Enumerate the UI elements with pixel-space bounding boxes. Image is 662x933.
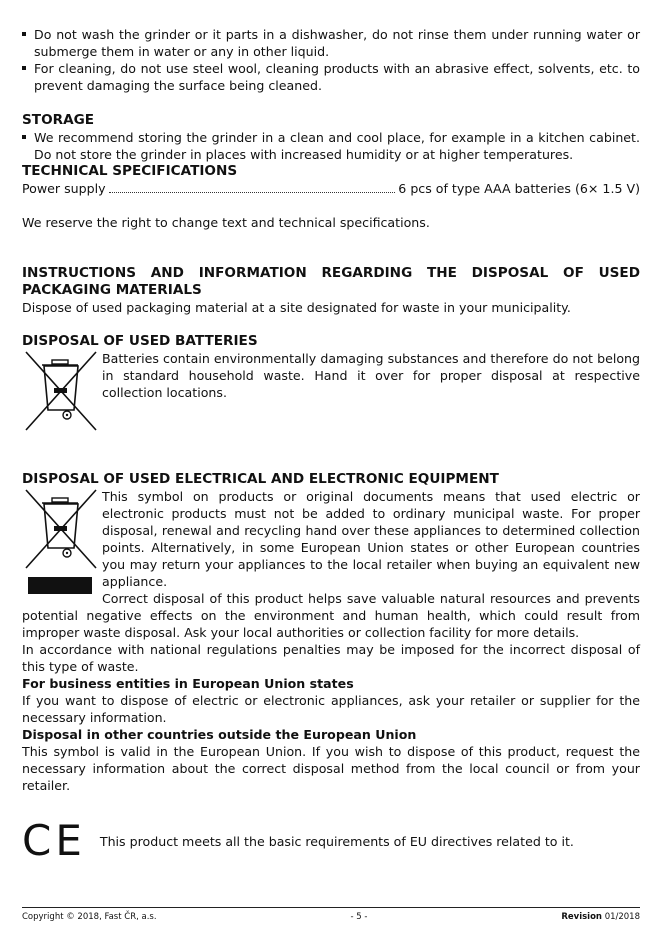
other-heading: Disposal in other countries outside the European Union [22, 727, 417, 742]
footer-copyright: Copyright © 2018, Fast ČR, a.s. [22, 912, 157, 922]
footer-revision-value: 01/2018 [604, 912, 640, 922]
storage-bullet: We recommend storing the grinder in a clean and cool place, for example in a kitchen cabinet. Do not store the grinder in places with increased humidity or at higher temperatures. [22, 129, 640, 163]
cleaning-bullets [22, 26, 640, 94]
manual-page [22, 26, 640, 865]
spec-note: We reserve the right to change text and technical specifications. [22, 215, 430, 230]
crossed-bin-icon [22, 350, 102, 454]
batteries-heading: DISPOSAL OF USED BATTERIES [22, 333, 258, 349]
packaging-heading: INSTRUCTIONS AND INFORMATION REGARDING THE DISPOSAL OF USED PACKAGING MATERIALS [22, 265, 640, 298]
cleaning-bullet-1: Do not wash the grinder or it parts in a dishwasher, do not rinse them under running water or submerge them in water or any in other liquid. [22, 26, 640, 60]
ce-row [22, 816, 640, 865]
weee-text-3: In accordance with national regulations penalties may be imposed for the incorrect disposal of this type of waste. [22, 642, 640, 674]
storage-heading: STORAGE [22, 112, 95, 128]
crossed-bin-icon [22, 488, 102, 590]
weee-text-1: This symbol on products or original documents means that used electric or electronic products must not be added to ordinary municipal waste. For proper disposal, renewal and recycling hand over these appliances to determined collection points. Alternatively, in some European Union states or other European countries you may return your appliances to the local retailer when buying an equivalent new appliance. [102, 489, 640, 589]
weee-text-2: Correct disposal of this product helps save valuable natural resources and prevents potential negative effects on the environment and human health, which could result from improper waste disposal. Ask your local authorities or collection facility for more details. [22, 591, 640, 640]
footer-page-number: - 5 - [350, 912, 368, 922]
spec-value: 6 pcs of type AAA batteries (6× 1.5 V) [398, 181, 640, 196]
page-footer [22, 907, 640, 922]
ce-text: This product meets all the basic requirements of EU directives related to it. [99, 833, 574, 849]
weee-heading: DISPOSAL OF USED ELECTRICAL AND ELECTRONIC EQUIPMENT [22, 471, 499, 487]
business-text: If you want to dispose of electric or electronic appliances, ask your retailer or supplier for the necessary information. [22, 693, 640, 725]
batteries-text: Batteries contain environmentally damaging substances and therefore do not belong in standard household waste. Hand it over for proper disposal at respective collection locations. [102, 351, 640, 400]
black-bar [28, 577, 92, 594]
tech-heading: TECHNICAL SPECIFICATIONS [22, 163, 238, 179]
weee-row [22, 488, 640, 590]
ce-mark-icon: CE [22, 816, 86, 865]
batteries-row [22, 350, 640, 454]
other-text: This symbol is valid in the European Union. If you wish to dispose of this product, request the necessary information about the correct disposal method from the local council or from your retailer. [22, 744, 640, 793]
business-heading: For business entities in European Union states [22, 676, 354, 691]
packaging-text: Dispose of used packaging material at a site designated for waste in your municipality. [22, 300, 571, 315]
footer-revision [561, 912, 640, 922]
footer-revision-label: Revision [561, 912, 602, 922]
spec-row [22, 180, 640, 197]
storage-bullets [22, 129, 640, 163]
cleaning-bullet-2: For cleaning, do not use steel wool, cleaning products with an abrasive effect, solvents, etc. to prevent damaging the surface being cleaned. [22, 60, 640, 94]
spec-label: Power supply [22, 181, 106, 196]
